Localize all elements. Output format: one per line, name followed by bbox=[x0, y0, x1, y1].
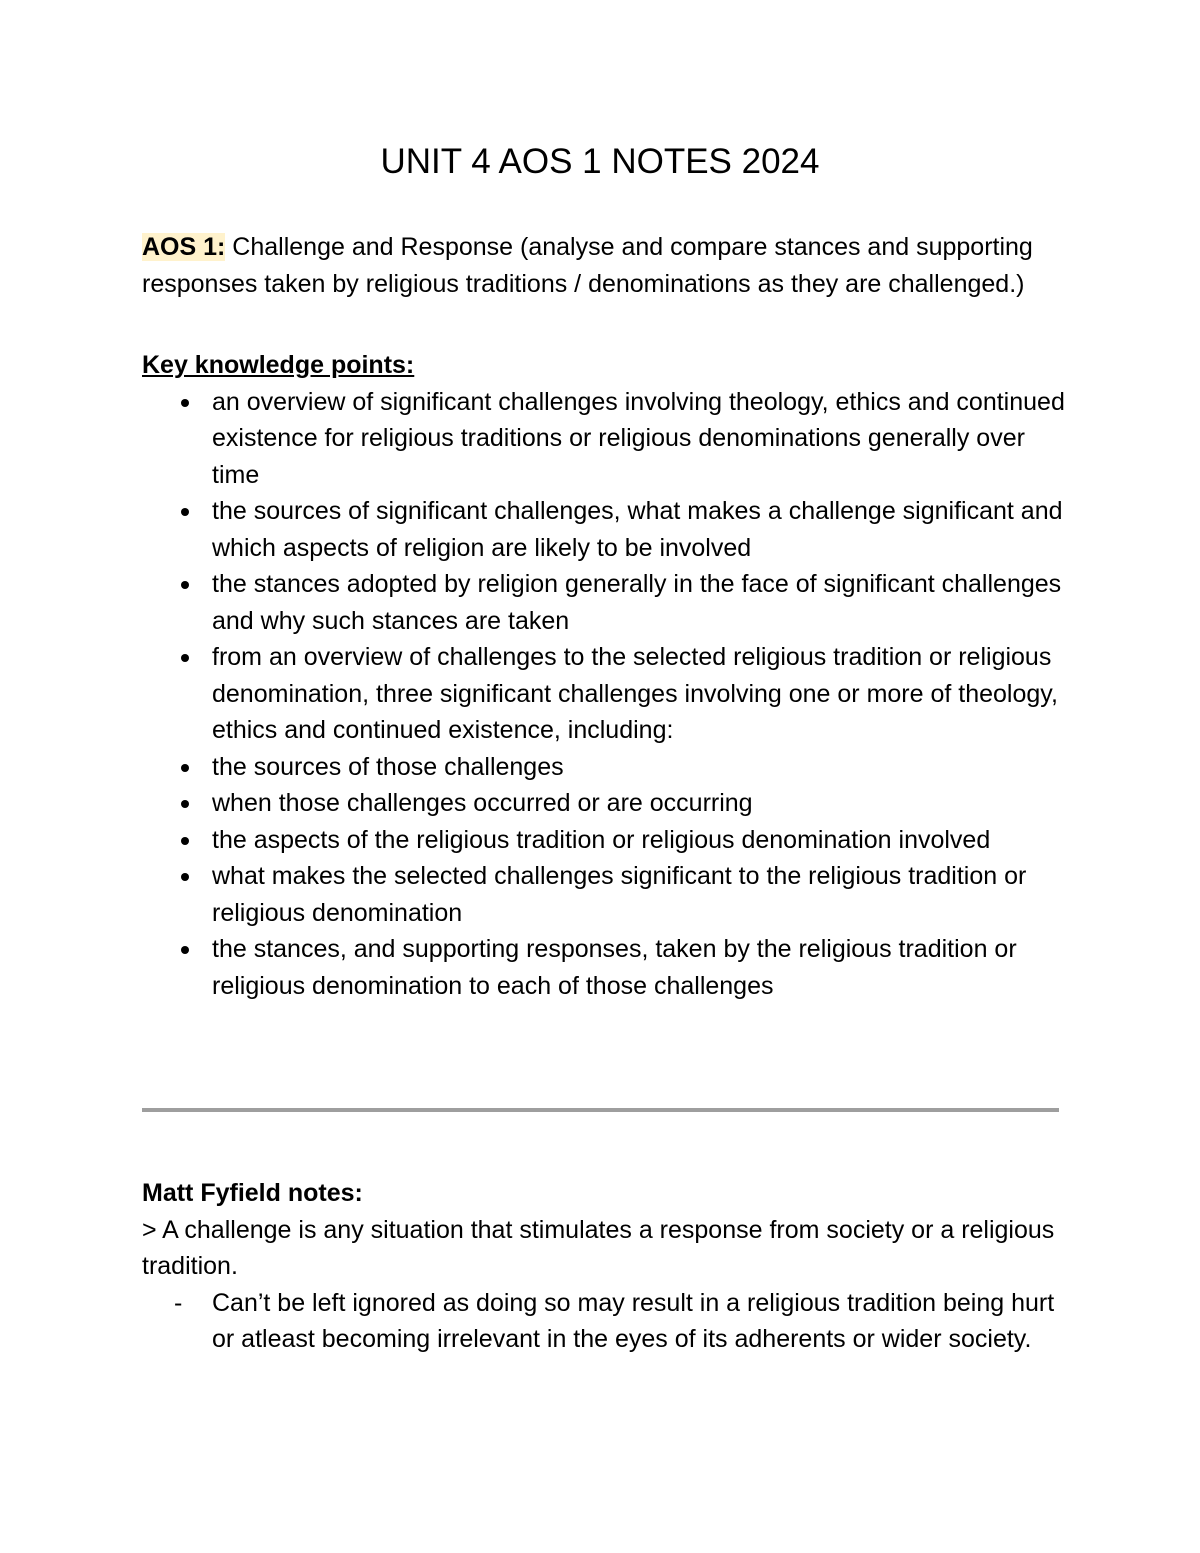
bullet-icon bbox=[181, 654, 189, 662]
bullet-icon bbox=[181, 508, 189, 516]
document-body bbox=[142, 229, 1072, 1004]
bullet-icon bbox=[181, 764, 189, 772]
spacer bbox=[142, 302, 1072, 347]
notes-section bbox=[142, 1175, 1072, 1358]
list-item bbox=[212, 858, 1072, 931]
list-item bbox=[174, 1285, 1072, 1358]
list-item-text: the aspects of the religious tradition or religious denomination involved bbox=[212, 825, 991, 854]
bullet-icon bbox=[181, 946, 189, 954]
bullet-icon bbox=[181, 399, 189, 407]
list-item-text: what makes the selected challenges significant to the religious tradition or religious denomination bbox=[212, 862, 1027, 927]
list-item-text: the sources of those challenges bbox=[212, 752, 564, 781]
notes-heading: Matt Fyfield notes: bbox=[142, 1179, 363, 1207]
bullet-icon bbox=[181, 800, 189, 808]
list-item-text: the stances, and supporting responses, taken by the religious tradition or religious denomination to each of those challenges bbox=[212, 935, 1017, 1000]
list-item-text: an overview of significant challenges involving theology, ethics and continued existence for religious traditions or religious denominations generally over time bbox=[212, 387, 1065, 489]
document-title: UNIT 4 AOS 1 NOTES 2024 bbox=[380, 142, 820, 181]
notes-intro: > A challenge is any situation that stimulates a response from society or a religious tradition. bbox=[142, 1215, 1055, 1280]
list-item-text: the stances adopted by religion generally in the face of significant challenges and why such stances are taken bbox=[212, 570, 1062, 635]
notes-dash-list bbox=[142, 1285, 1072, 1358]
bullet-icon bbox=[181, 837, 189, 845]
list-item bbox=[212, 749, 1072, 786]
list-item bbox=[212, 384, 1072, 494]
aos-label: AOS 1: bbox=[142, 233, 226, 261]
bullet-icon bbox=[181, 873, 189, 881]
list-item-text: the sources of significant challenges, what makes a challenge significant and which aspects of religion are likely to be involved bbox=[212, 497, 1063, 562]
list-item bbox=[212, 931, 1072, 1004]
key-knowledge-list bbox=[142, 384, 1072, 1005]
list-item-text: when those challenges occurred or are occurring bbox=[212, 789, 753, 817]
list-item bbox=[212, 785, 1072, 822]
list-item bbox=[212, 566, 1072, 639]
list-item bbox=[212, 639, 1072, 749]
aos-description: Challenge and Response (analyse and compare stances and supporting responses taken by religious traditions / denominations as they are challenged.) bbox=[142, 233, 1033, 298]
list-item-text: Can’t be left ignored as doing so may result in a religious tradition being hurt or atleast becoming irrelevant in the eyes of its adherents or wider society. bbox=[212, 1288, 1055, 1353]
horizontal-divider bbox=[142, 1108, 1059, 1112]
list-item bbox=[212, 822, 1072, 859]
key-knowledge-heading-text: Key knowledge points: bbox=[142, 351, 415, 379]
bullet-icon bbox=[181, 581, 189, 589]
list-item bbox=[212, 493, 1072, 566]
dash-icon: - bbox=[174, 1288, 183, 1317]
list-item-text: from an overview of challenges to the selected religious tradition or religious denomination, three significant challenges involving one or more of theology, ethics and continued existence, including: bbox=[212, 643, 1058, 744]
key-knowledge-heading bbox=[142, 347, 1072, 384]
aos-paragraph bbox=[142, 229, 1072, 302]
